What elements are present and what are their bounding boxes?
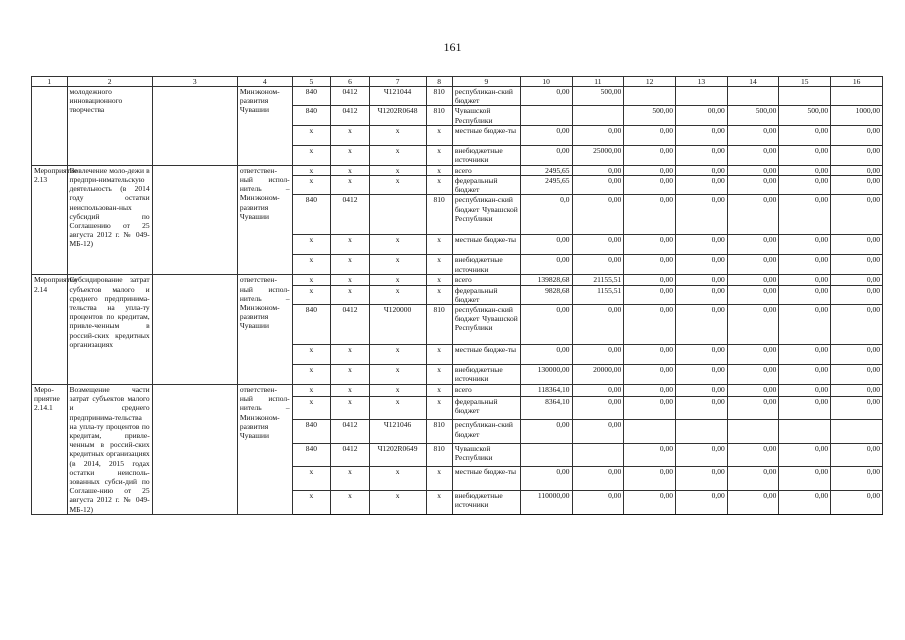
code-cell: х <box>369 165 426 175</box>
code-cell: х <box>369 490 426 514</box>
value-cell: 0,00 <box>779 275 831 285</box>
code-cell: х <box>369 125 426 145</box>
code-cell: 810 <box>426 106 452 125</box>
value-cell: 0,00 <box>520 420 572 443</box>
value-cell: 0,00 <box>675 443 727 466</box>
participant-cell <box>152 275 237 385</box>
value-cell: 0,00 <box>727 275 779 285</box>
measure-name-cell: Возмещение части затрат субъектов малого и среднего предпринима-тельства на упла-ту процентов по кредитам, привле-ченным в россий-ских кредитных организациях (в 2014, 2015 годах остатки неисполь-зованных субси-дий по Соглаше-нию от 25 августа 2012 г. № 049-МБ-12) <box>67 385 152 515</box>
page-number: 161 <box>443 40 462 54</box>
value-cell: 2495,65 <box>520 165 572 175</box>
measure-id-cell: Мероприятие 2.13 <box>32 165 68 275</box>
value-cell: 0,00 <box>520 145 572 165</box>
value-cell: 0,00 <box>520 466 572 490</box>
value-cell: 0,00 <box>675 195 727 235</box>
value-cell: 8364,10 <box>520 397 572 420</box>
code-cell: х <box>331 285 370 304</box>
value-cell <box>624 420 676 443</box>
value-cell: 0,00 <box>675 345 727 365</box>
source-cell: внебюджетные источники <box>452 145 520 165</box>
value-cell <box>831 420 883 443</box>
value-cell: 0,00 <box>624 305 676 345</box>
code-cell: 810 <box>426 420 452 443</box>
value-cell: 0,00 <box>624 235 676 255</box>
value-cell: 0,00 <box>831 235 883 255</box>
source-cell: федеральный бюджет <box>452 397 520 420</box>
code-cell: х <box>426 345 452 365</box>
value-cell: 0,00 <box>727 345 779 365</box>
measure-name-cell: Вовлечение моло-дежи в предпри-нимательскую деятельность (в 2014 году остатки неиспользован-ных субсидий по Соглашению от 25 августа 2012 г. № 049-МБ-12) <box>67 165 152 275</box>
value-cell: 0,00 <box>520 87 572 106</box>
value-cell: 1155,51 <box>572 285 624 304</box>
value-cell: 500,00 <box>727 106 779 125</box>
value-cell: 0,00 <box>779 145 831 165</box>
code-cell: х <box>292 365 331 385</box>
value-cell: 0,00 <box>779 165 831 175</box>
column-header-10: 10 <box>520 77 572 87</box>
value-cell: 0,00 <box>831 176 883 195</box>
value-cell: 0,00 <box>831 443 883 466</box>
value-cell: 0,00 <box>624 345 676 365</box>
source-cell: республикан-ский бюджет <box>452 420 520 443</box>
code-cell: х <box>426 397 452 420</box>
code-cell: х <box>292 235 331 255</box>
value-cell: 0,00 <box>831 490 883 514</box>
code-cell: х <box>426 285 452 304</box>
column-header-2: 2 <box>67 77 152 87</box>
column-header-1: 1 <box>32 77 68 87</box>
value-cell: 0,00 <box>675 176 727 195</box>
value-cell: 0,00 <box>572 235 624 255</box>
code-cell: х <box>331 125 370 145</box>
code-cell: х <box>292 255 331 275</box>
value-cell: 0,00 <box>520 235 572 255</box>
executor-cell: ответствен-ный испол-нитель – Минэконом-развития Чувашии <box>237 385 292 515</box>
value-cell: 0,00 <box>675 305 727 345</box>
value-cell: 0,00 <box>831 305 883 345</box>
code-cell: х <box>331 255 370 275</box>
code-cell: 810 <box>426 305 452 345</box>
code-cell: х <box>331 235 370 255</box>
code-cell: 0412 <box>331 195 370 235</box>
value-cell <box>624 87 676 106</box>
value-cell: 0,00 <box>831 466 883 490</box>
code-cell: х <box>426 125 452 145</box>
value-cell: 0,00 <box>572 255 624 275</box>
executor-cell: Минэконом-развития Чувашии <box>237 87 292 166</box>
executor-cell: ответствен-ный испол-нитель – Минэконом-развития Чувашии <box>237 165 292 275</box>
table-row <box>32 275 883 285</box>
value-cell: 0,00 <box>675 490 727 514</box>
code-cell: х <box>369 365 426 385</box>
value-cell: 0,00 <box>727 490 779 514</box>
code-cell: х <box>426 385 452 397</box>
column-header-16: 16 <box>831 77 883 87</box>
value-cell: 0,00 <box>831 285 883 304</box>
value-cell: 500,00 <box>624 106 676 125</box>
value-cell: 0,00 <box>727 305 779 345</box>
code-cell: х <box>426 235 452 255</box>
executor-cell: ответствен-ный испол-нитель – Минэконом-развития Чувашии <box>237 275 292 385</box>
source-cell: внебюджетные источники <box>452 255 520 275</box>
value-cell <box>727 420 779 443</box>
value-cell: 0,00 <box>675 285 727 304</box>
value-cell: 110000,00 <box>520 490 572 514</box>
code-cell: 0412 <box>331 443 370 466</box>
value-cell: 0,00 <box>779 176 831 195</box>
value-cell: 0,00 <box>779 285 831 304</box>
value-cell: 0,00 <box>727 365 779 385</box>
value-cell: 0,00 <box>831 165 883 175</box>
value-cell: 0,00 <box>727 397 779 420</box>
source-cell: местные бюдже-ты <box>452 125 520 145</box>
code-cell: х <box>426 255 452 275</box>
code-cell: х <box>292 176 331 195</box>
code-cell: Ч120000 <box>369 305 426 345</box>
table-row <box>32 385 883 397</box>
value-cell <box>727 87 779 106</box>
value-cell: 0,00 <box>572 420 624 443</box>
value-cell <box>572 106 624 125</box>
value-cell: 0,00 <box>779 255 831 275</box>
value-cell: 0,00 <box>624 397 676 420</box>
value-cell: 0,00 <box>572 345 624 365</box>
value-cell: 0,00 <box>779 466 831 490</box>
value-cell: 0,00 <box>624 285 676 304</box>
source-cell: всего <box>452 165 520 175</box>
value-cell: 0,00 <box>831 385 883 397</box>
source-cell: Чувашской Республики <box>452 443 520 466</box>
code-cell: х <box>292 275 331 285</box>
value-cell: 0,00 <box>831 365 883 385</box>
code-cell: х <box>369 385 426 397</box>
code-cell: х <box>369 397 426 420</box>
code-cell: х <box>426 165 452 175</box>
value-cell: 1000,00 <box>831 106 883 125</box>
value-cell: 0,00 <box>779 345 831 365</box>
participant-cell <box>152 87 237 166</box>
code-cell: х <box>331 145 370 165</box>
value-cell: 0,00 <box>779 125 831 145</box>
code-cell: х <box>426 490 452 514</box>
value-cell: 0,00 <box>572 466 624 490</box>
source-cell: местные бюдже-ты <box>452 345 520 365</box>
value-cell: 0,00 <box>727 176 779 195</box>
code-cell: 840 <box>292 195 331 235</box>
value-cell: 0,00 <box>831 255 883 275</box>
code-cell: 0412 <box>331 87 370 106</box>
value-cell: 0,00 <box>831 125 883 145</box>
value-cell: 0,00 <box>831 195 883 235</box>
source-cell: республикан-ский бюджет <box>452 87 520 106</box>
value-cell: 500,00 <box>572 87 624 106</box>
value-cell: 0,00 <box>727 255 779 275</box>
column-header-15: 15 <box>779 77 831 87</box>
code-cell: х <box>426 145 452 165</box>
value-cell: 0,00 <box>624 195 676 235</box>
measure-name-cell: Субсидирование затрат субъектов малого и среднего предпринима-тельства на упла-ту процентов по кредитам, привле-ченным в россий-ских кредитных организациях <box>67 275 152 385</box>
value-cell: 0,00 <box>520 345 572 365</box>
source-cell: местные бюдже-ты <box>452 466 520 490</box>
source-cell: всего <box>452 385 520 397</box>
column-header-6: 6 <box>331 77 370 87</box>
value-cell: 20000,00 <box>572 365 624 385</box>
value-cell: 0,00 <box>520 305 572 345</box>
value-cell <box>520 443 572 466</box>
code-cell: 0412 <box>331 305 370 345</box>
code-cell: Ч1202R0648 <box>369 106 426 125</box>
code-cell: х <box>331 490 370 514</box>
value-cell: 0,00 <box>675 235 727 255</box>
measure-id-cell: Меро-приятие 2.14.1 <box>32 385 68 515</box>
code-cell: 810 <box>426 443 452 466</box>
column-header-12: 12 <box>624 77 676 87</box>
value-cell: 0,00 <box>624 385 676 397</box>
value-cell: 0,00 <box>779 490 831 514</box>
value-cell: 0,00 <box>727 165 779 175</box>
value-cell: 0,00 <box>572 195 624 235</box>
code-cell: х <box>369 345 426 365</box>
code-cell: х <box>369 145 426 165</box>
value-cell: 0,00 <box>779 443 831 466</box>
participant-cell <box>152 385 237 515</box>
value-cell: 0,00 <box>675 165 727 175</box>
value-cell: 0,00 <box>831 397 883 420</box>
code-cell: х <box>369 255 426 275</box>
column-header-4: 4 <box>237 77 292 87</box>
value-cell: 0,00 <box>624 275 676 285</box>
value-cell: 0,00 <box>572 176 624 195</box>
code-cell: х <box>331 365 370 385</box>
column-header-14: 14 <box>727 77 779 87</box>
value-cell: 0,00 <box>675 145 727 165</box>
source-cell: Чувашской Республики <box>452 106 520 125</box>
code-cell: 840 <box>292 420 331 443</box>
value-cell: 25000,00 <box>572 145 624 165</box>
value-cell: 0,00 <box>572 490 624 514</box>
code-cell: х <box>426 365 452 385</box>
value-cell: 0,00 <box>675 275 727 285</box>
code-cell: х <box>369 275 426 285</box>
value-cell: 0,00 <box>779 365 831 385</box>
code-cell: 840 <box>292 305 331 345</box>
value-cell: 0,00 <box>624 443 676 466</box>
column-header-9: 9 <box>452 77 520 87</box>
measure-id-cell: Мероприятие 2.14 <box>32 275 68 385</box>
column-header-13: 13 <box>675 77 727 87</box>
value-cell <box>572 443 624 466</box>
source-cell: всего <box>452 275 520 285</box>
value-cell: 130000,00 <box>520 365 572 385</box>
value-cell: 0,00 <box>572 165 624 175</box>
value-cell <box>675 87 727 106</box>
value-cell <box>675 420 727 443</box>
budget-table <box>31 76 883 515</box>
code-cell: Ч121044 <box>369 87 426 106</box>
value-cell: 0,00 <box>520 125 572 145</box>
column-header-7: 7 <box>369 77 426 87</box>
source-cell: республикан-ский бюджет Чувашской Республики <box>452 195 520 235</box>
value-cell: 0,00 <box>727 145 779 165</box>
code-cell: х <box>331 397 370 420</box>
value-cell: 118364,10 <box>520 385 572 397</box>
value-cell: 2495,65 <box>520 176 572 195</box>
value-cell: 0,00 <box>831 275 883 285</box>
column-header-11: 11 <box>572 77 624 87</box>
value-cell: 0,00 <box>779 195 831 235</box>
value-cell: 0,00 <box>675 397 727 420</box>
value-cell: 0,00 <box>727 385 779 397</box>
code-cell: 0412 <box>331 420 370 443</box>
value-cell: 0,00 <box>624 365 676 385</box>
value-cell: 0,00 <box>779 397 831 420</box>
code-cell: х <box>426 275 452 285</box>
value-cell: 0,00 <box>624 176 676 195</box>
source-cell: федеральный бюджет <box>452 285 520 304</box>
code-cell: х <box>369 176 426 195</box>
value-cell: 139828,68 <box>520 275 572 285</box>
code-cell: 840 <box>292 443 331 466</box>
table-row <box>32 87 883 106</box>
value-cell: 0,00 <box>624 255 676 275</box>
code-cell: х <box>292 385 331 397</box>
value-cell: 0,00 <box>572 385 624 397</box>
code-cell: х <box>292 285 331 304</box>
value-cell <box>520 106 572 125</box>
code-cell: х <box>292 397 331 420</box>
value-cell: 0,0 <box>520 195 572 235</box>
column-header-8: 8 <box>426 77 452 87</box>
value-cell: 500,00 <box>779 106 831 125</box>
value-cell: 0,00 <box>572 305 624 345</box>
value-cell: 0,00 <box>624 165 676 175</box>
code-cell: х <box>369 235 426 255</box>
value-cell: 0,00 <box>624 125 676 145</box>
code-cell: х <box>331 165 370 175</box>
value-cell: 0,00 <box>624 490 676 514</box>
code-cell: 810 <box>426 87 452 106</box>
value-cell: 0,00 <box>779 305 831 345</box>
code-cell: 0412 <box>331 106 370 125</box>
measure-id-cell <box>32 87 68 166</box>
table-row <box>32 165 883 175</box>
measure-name-cell: молодежного инновационного творчества <box>67 87 152 166</box>
value-cell: 0,00 <box>624 466 676 490</box>
value-cell: 0,00 <box>675 255 727 275</box>
code-cell: х <box>369 466 426 490</box>
code-cell: х <box>331 345 370 365</box>
code-cell: х <box>331 275 370 285</box>
value-cell: 0,00 <box>572 397 624 420</box>
code-cell: х <box>331 176 370 195</box>
value-cell: 0,00 <box>675 365 727 385</box>
code-cell: х <box>292 165 331 175</box>
value-cell: 0,00 <box>727 195 779 235</box>
value-cell <box>779 87 831 106</box>
value-cell: 0,00 <box>572 125 624 145</box>
value-cell: 0,00 <box>727 285 779 304</box>
code-cell: х <box>292 145 331 165</box>
column-number-header-row <box>32 77 883 87</box>
value-cell <box>779 420 831 443</box>
code-cell: х <box>292 345 331 365</box>
value-cell: 21155,51 <box>572 275 624 285</box>
code-cell: Ч1202R0649 <box>369 443 426 466</box>
value-cell: 0,00 <box>675 385 727 397</box>
value-cell: 0,00 <box>675 466 727 490</box>
value-cell: 0,00 <box>624 145 676 165</box>
code-cell: 840 <box>292 106 331 125</box>
code-cell: 810 <box>426 195 452 235</box>
value-cell: 9828,68 <box>520 285 572 304</box>
value-cell: 0,00 <box>779 385 831 397</box>
value-cell: 00,00 <box>675 106 727 125</box>
value-cell <box>831 87 883 106</box>
code-cell: Ч121046 <box>369 420 426 443</box>
value-cell: 0,00 <box>727 466 779 490</box>
source-cell: федеральный бюджет <box>452 176 520 195</box>
code-cell: х <box>369 285 426 304</box>
value-cell: 0,00 <box>520 255 572 275</box>
column-header-5: 5 <box>292 77 331 87</box>
source-cell: внебюджетные источники <box>452 490 520 514</box>
value-cell: 0,00 <box>727 235 779 255</box>
column-header-3: 3 <box>152 77 237 87</box>
source-cell: республикан-ский бюджет Чувашской Республики <box>452 305 520 345</box>
code-cell: х <box>426 176 452 195</box>
source-cell: внебюджетные источники <box>452 365 520 385</box>
value-cell: 0,00 <box>727 443 779 466</box>
source-cell: местные бюдже-ты <box>452 235 520 255</box>
value-cell: 0,00 <box>831 145 883 165</box>
code-cell: х <box>292 125 331 145</box>
code-cell: х <box>331 466 370 490</box>
value-cell: 0,00 <box>831 345 883 365</box>
value-cell: 0,00 <box>727 125 779 145</box>
value-cell: 0,00 <box>675 125 727 145</box>
participant-cell <box>152 165 237 275</box>
code-cell: х <box>331 385 370 397</box>
code-cell: х <box>292 490 331 514</box>
code-cell: х <box>426 466 452 490</box>
value-cell: 0,00 <box>779 235 831 255</box>
code-cell: 840 <box>292 87 331 106</box>
code-cell <box>369 195 426 235</box>
code-cell: х <box>292 466 331 490</box>
